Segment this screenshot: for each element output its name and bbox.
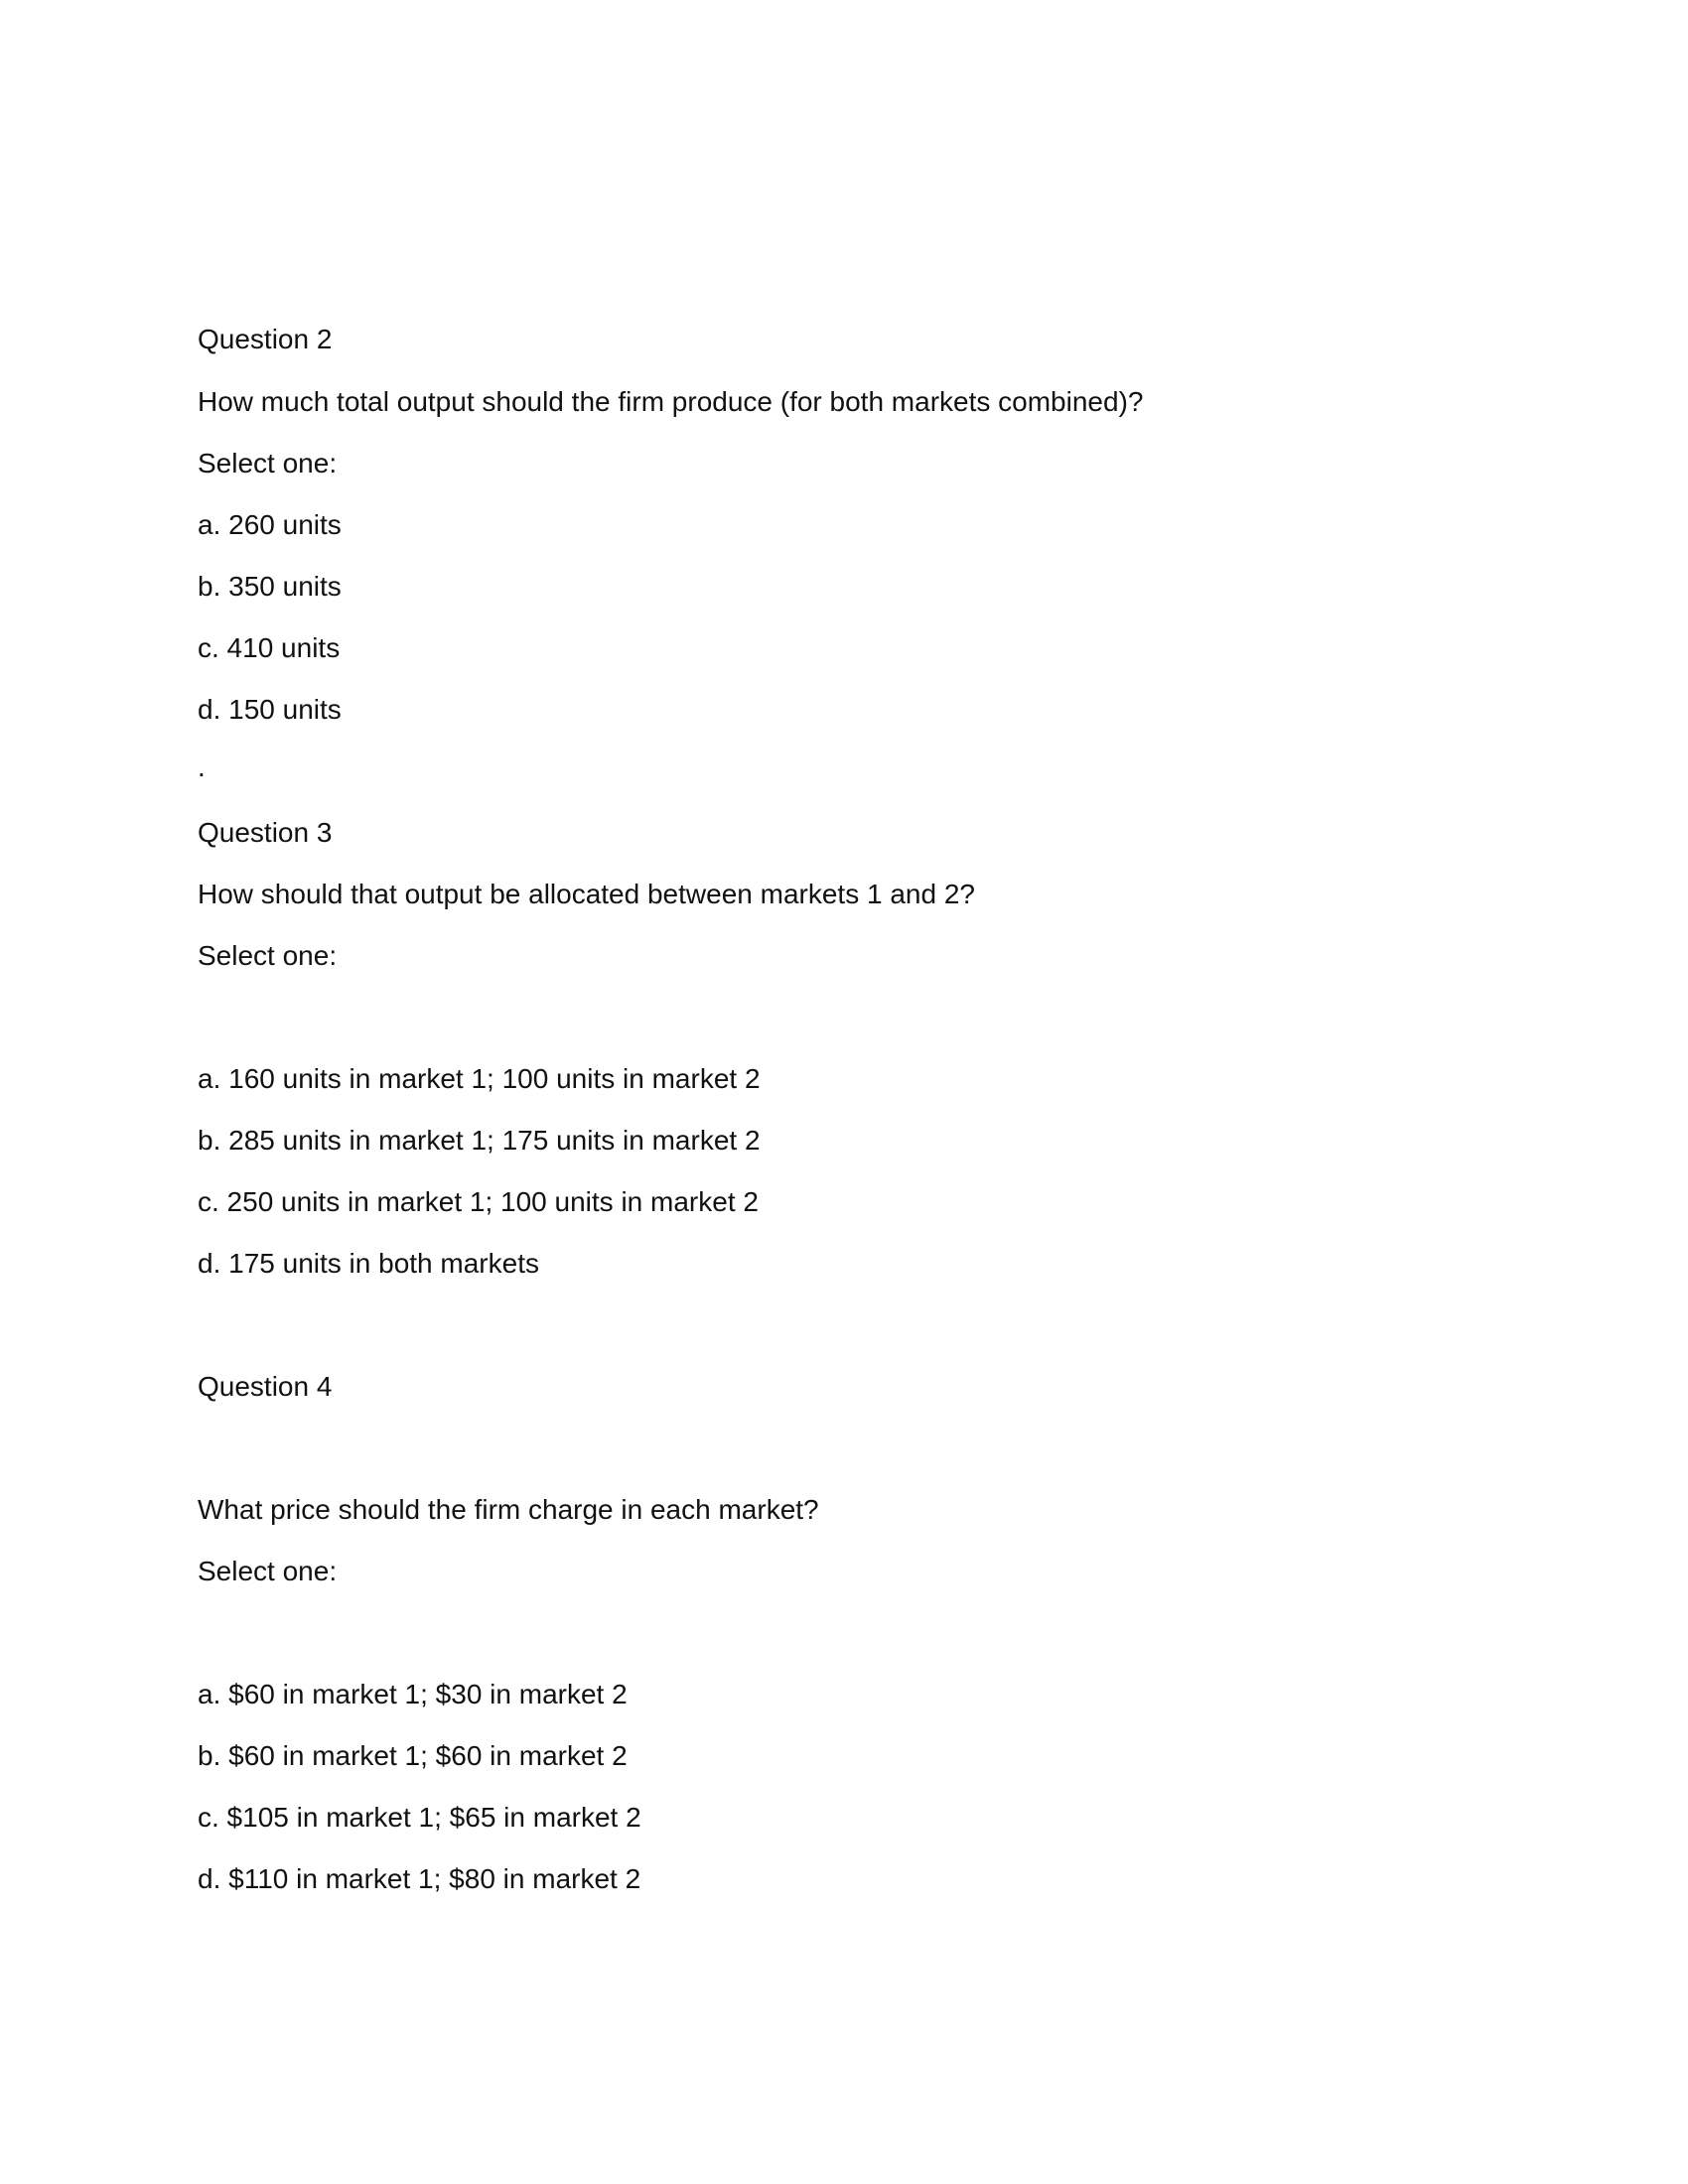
question-4-prompt: What price should the firm charge in each market? [198, 1494, 819, 1525]
separator-dot: . [198, 751, 206, 782]
question-3-heading: Question 3 [198, 817, 333, 848]
question-4-option-d: d. $110 in market 1; $80 in market 2 [198, 1863, 641, 1894]
question-2-option-c: c. 410 units [198, 632, 341, 663]
question-2-heading: Question 2 [198, 324, 333, 354]
question-3-instruction: Select one: [198, 940, 338, 971]
question-3-option-c: c. 250 units in market 1; 100 units in market 2 [198, 1186, 759, 1217]
question-3-option-b: b. 285 units in market 1; 175 units in market 2 [198, 1125, 761, 1156]
question-2-option-d: d. 150 units [198, 694, 342, 725]
question-4-option-c: c. $105 in market 1; $65 in market 2 [198, 1802, 641, 1833]
question-4-option-a: a. $60 in market 1; $30 in market 2 [198, 1679, 628, 1709]
question-2-prompt: How much total output should the firm produce (for both markets combined)? [198, 386, 1144, 417]
question-3-option-a: a. 160 units in market 1; 100 units in market 2 [198, 1063, 761, 1094]
question-2-option-a: a. 260 units [198, 509, 342, 540]
question-2-option-b: b. 350 units [198, 571, 342, 602]
question-3-option-d: d. 175 units in both markets [198, 1248, 539, 1279]
question-3-prompt: How should that output be allocated between markets 1 and 2? [198, 879, 975, 909]
question-4-option-b: b. $60 in market 1; $60 in market 2 [198, 1740, 628, 1771]
question-4-heading: Question 4 [198, 1371, 333, 1402]
question-4-instruction: Select one: [198, 1556, 338, 1586]
question-2-instruction: Select one: [198, 448, 338, 478]
